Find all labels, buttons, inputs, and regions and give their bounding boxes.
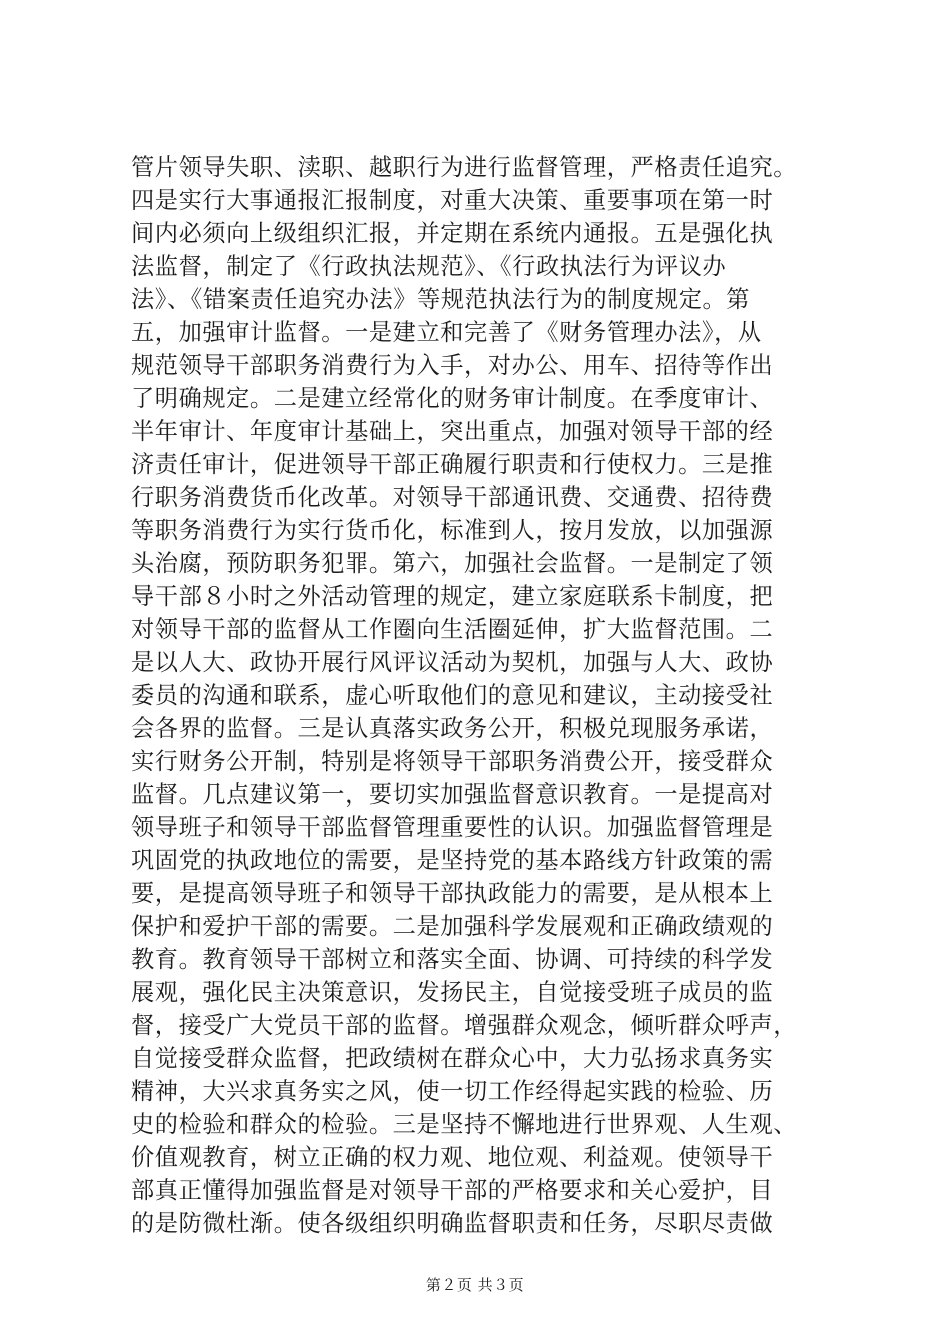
- body-text-line: 价值观教育，树立正确的权力观、地位观、利益观。使领导干: [131, 1144, 774, 1171]
- body-text-line: 了明确规定。二是建立经常化的财务审计制度。在季度审计、: [131, 385, 774, 412]
- body-text-line: 行职务消费货币化改革。对领导干部通讯费、交通费、招待费: [131, 484, 774, 511]
- body-text-line: 巩固党的执政地位的需要，是坚持党的基本路线方针政策的需: [131, 847, 774, 874]
- body-text-line: 济责任审计，促进领导干部正确履行职责和行使权力。三是推: [131, 451, 774, 478]
- body-text-line: 精神，大兴求真务实之风，使一切工作经得起实践的检验、历: [131, 1078, 774, 1105]
- body-text-line: 保护和爱护干部的需要。二是加强科学发展观和正确政绩观的: [131, 913, 774, 940]
- body-text-line: 部真正懂得加强监督是对领导干部的严格要求和关心爱护，目: [131, 1177, 774, 1204]
- body-text-line: 法》、《错案责任追究办法》等规范执法行为的制度规定。第: [131, 286, 751, 313]
- body-text-line: 监督。几点建议第一，要切实加强监督意识教育。一是提高对: [131, 781, 774, 808]
- body-text-line: 规范领导干部职务消费行为入手，对办公、用车、招待等作出: [131, 352, 774, 379]
- body-text-line: 督，接受广大党员干部的监督。增强群众观念，倾听群众呼声，: [131, 1012, 798, 1039]
- body-text-line: 间内必须向上级组织汇报，并定期在系统内通报。五是强化执: [131, 220, 774, 247]
- body-text-line: 教育。教育领导干部树立和落实全面、协调、可持续的科学发: [131, 946, 774, 973]
- body-text-line: 导干部８小时之外活动管理的规定，建立家庭联系卡制度，把: [131, 583, 774, 610]
- body-text-line: 领导班子和领导干部监督管理重要性的认识。加强监督管理是: [131, 814, 774, 841]
- body-text-line: 史的检验和群众的检验。三是坚持不懈地进行世界观、人生观、: [131, 1111, 798, 1138]
- body-text-line: 实行财务公开制，特别是将领导干部职务消费公开，接受群众: [131, 748, 774, 775]
- body-text-line: 是以人大、政协开展行风评议活动为契机，加强与人大、政协: [131, 649, 774, 676]
- body-text-line: 半年审计、年度审计基础上，突出重点，加强对领导干部的经: [131, 418, 774, 445]
- body-text-line: 对领导干部的监督从工作圈向生活圈延伸，扩大监督范围。二: [131, 616, 774, 643]
- body-text-line: 会各界的监督。三是认真落实政务公开，积极兑现服务承诺，: [131, 715, 774, 742]
- body-text-line: 要，是提高领导班子和领导干部执政能力的需要，是从根本上: [131, 880, 774, 907]
- body-text-line: 自觉接受群众监督，把政绩树在群众心中，大力弘扬求真务实: [131, 1045, 774, 1072]
- body-text-line: 等职务消费行为实行货币化，标准到人，按月发放，以加强源: [131, 517, 774, 544]
- body-text-line: 法监督，制定了《行政执法规范》、《行政执法行为评议办: [131, 253, 727, 280]
- body-text-line: 管片领导失职、渎职、越职行为进行监督管理，严格责任追究。: [131, 154, 798, 181]
- body-text-line: 展观，强化民主决策意识，发扬民主，自觉接受班子成员的监: [131, 979, 774, 1006]
- body-text-line: 委员的沟通和联系，虚心听取他们的意见和建议，主动接受社: [131, 682, 774, 709]
- body-text-line: 五，加强审计监督。一是建立和完善了《财务管理办法》，从: [131, 319, 762, 346]
- body-text-line: 四是实行大事通报汇报制度，对重大决策、重要事项在第一时: [131, 187, 774, 214]
- body-text-line: 的是防微杜渐。使各级组织明确监督职责和任务，尽职尽责做: [131, 1210, 774, 1237]
- body-text-line: 头治腐，预防职务犯罪。第六，加强社会监督。一是制定了领: [131, 550, 774, 577]
- page-footer: 第２页 共３页: [425, 1276, 525, 1294]
- body-paragraph: [131, 151, 831, 1240]
